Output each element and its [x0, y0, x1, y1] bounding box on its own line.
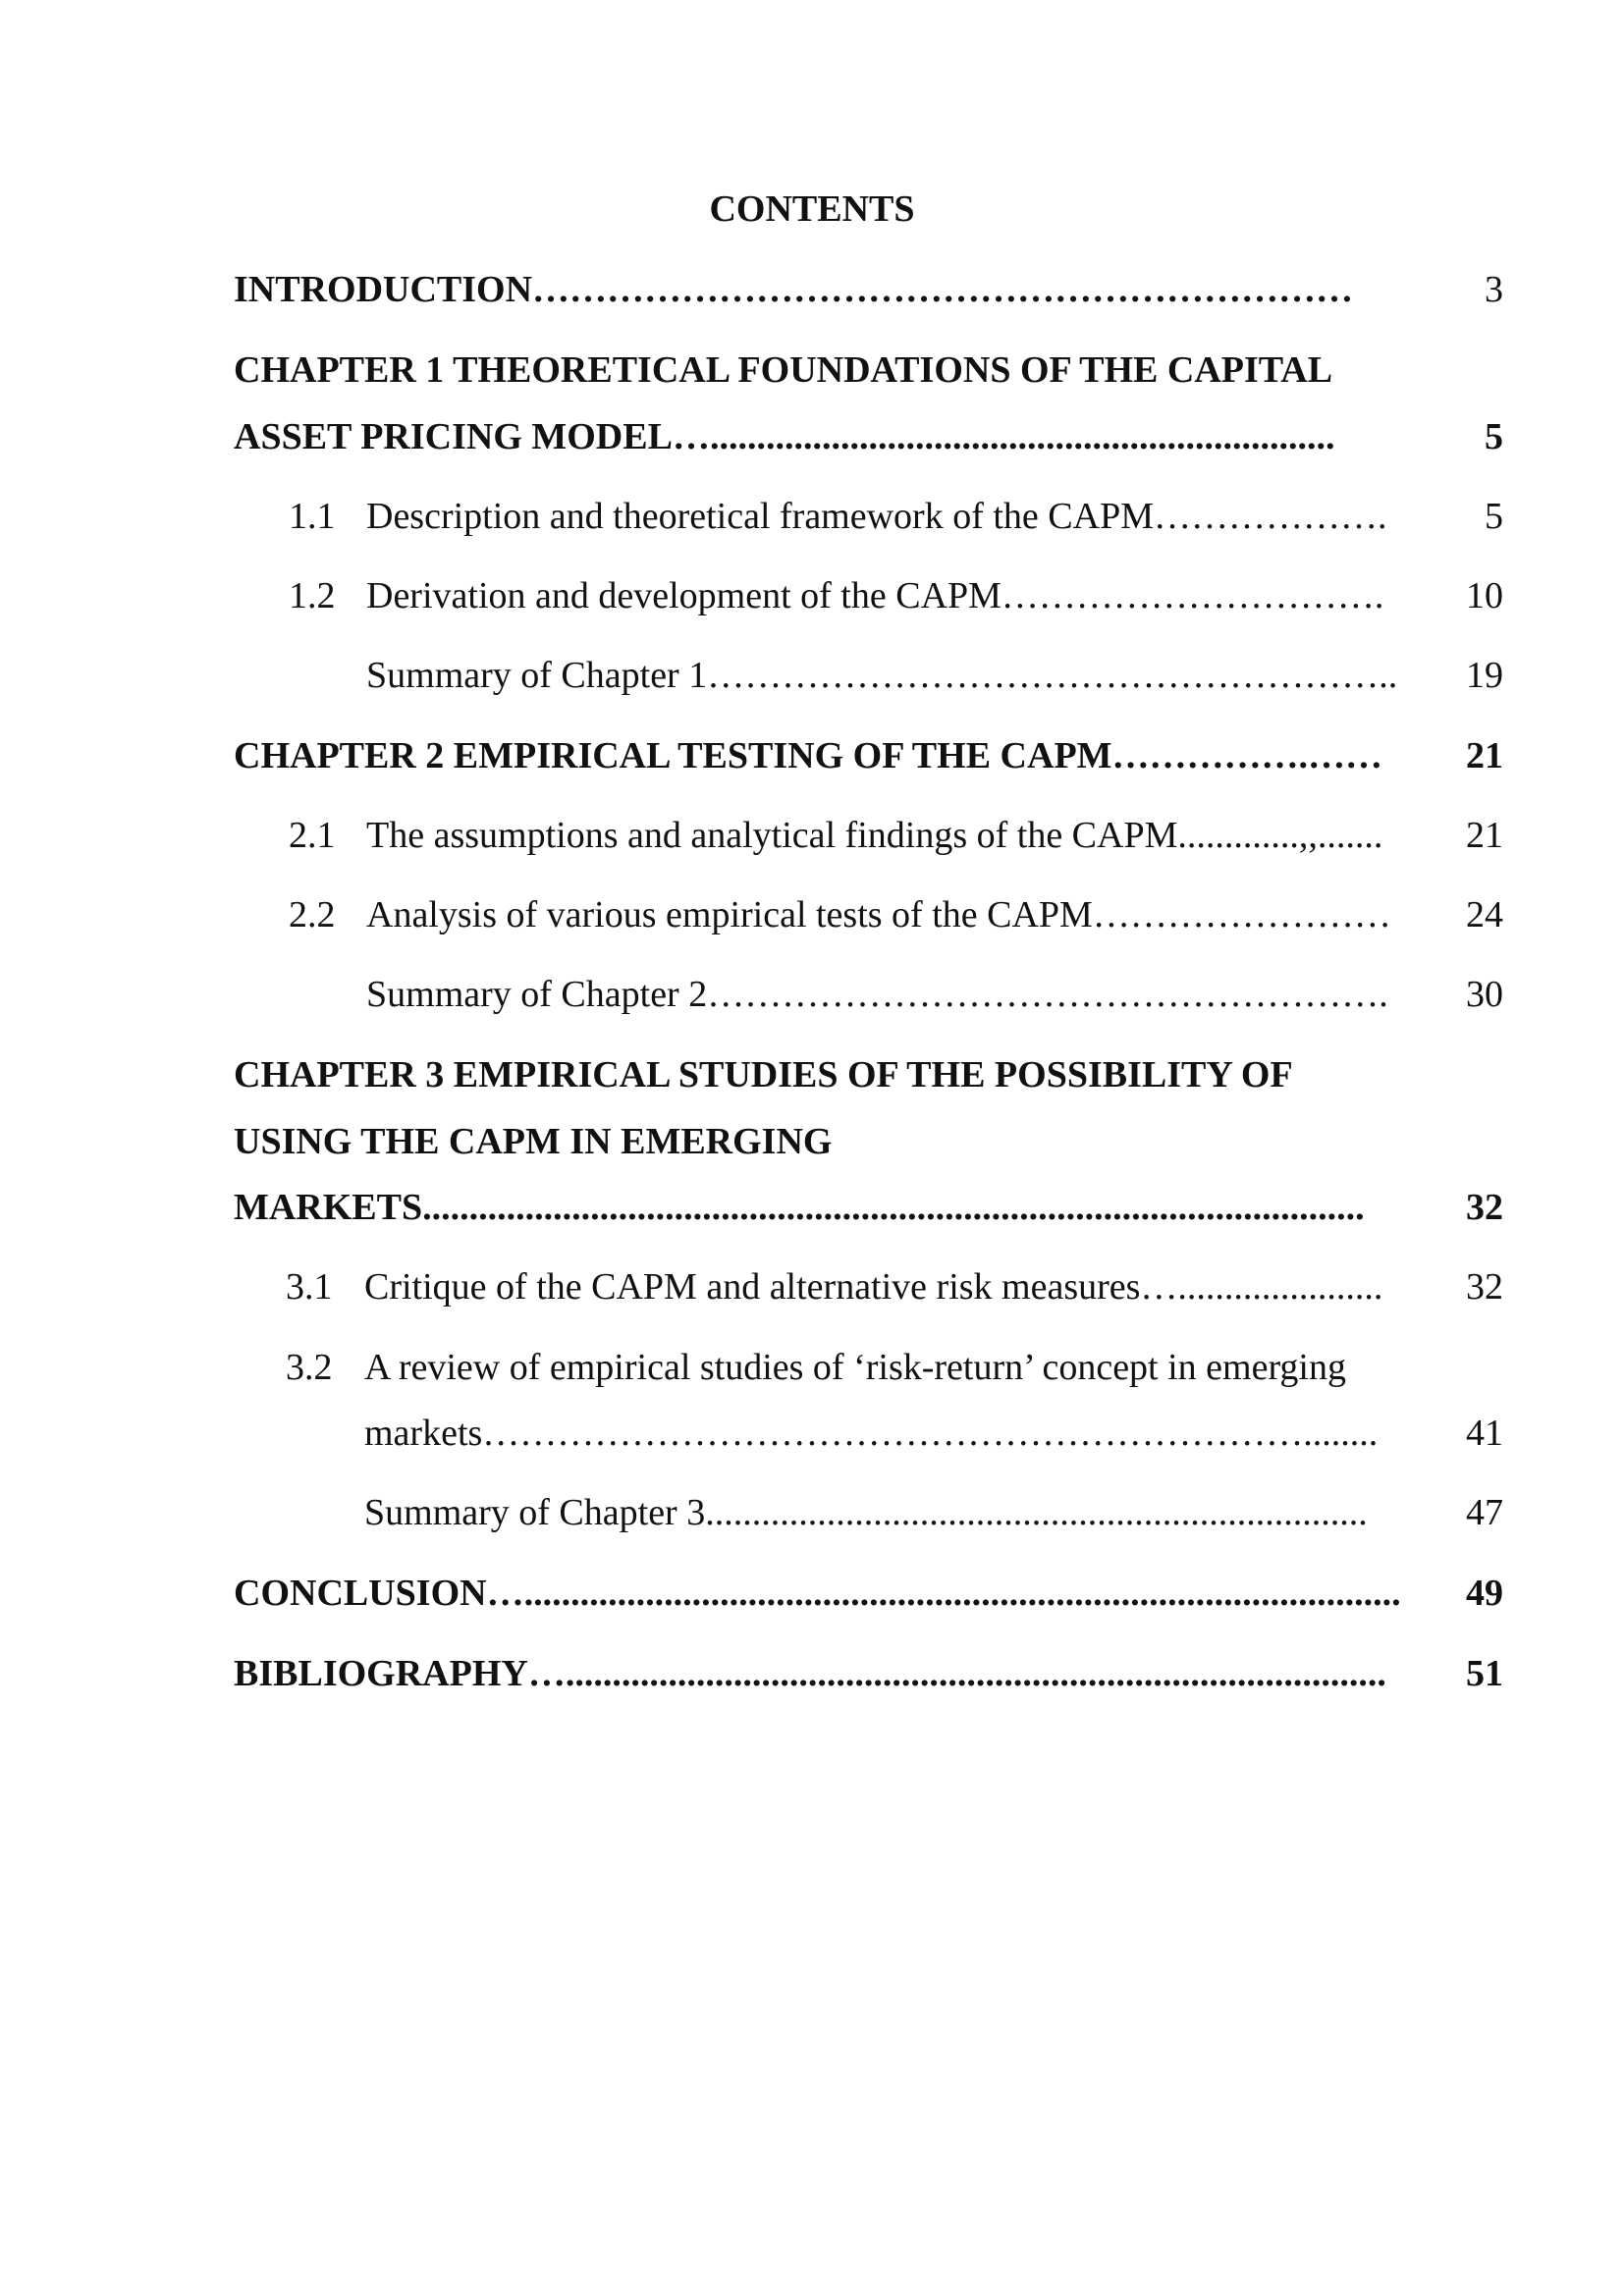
toc-page-number: 21 — [1466, 735, 1503, 776]
toc-entry-text: markets…………………………………………………………........ — [364, 1413, 1379, 1454]
toc-page-number: 5 — [1485, 416, 1503, 457]
toc-entry-text: BIBLIOGRAPHY…........................................................................................ — [234, 1653, 1386, 1694]
toc-entry-conclusion[interactable] — [0, 1569, 1624, 1618]
toc-entry-section-2-1[interactable] — [0, 811, 1624, 860]
toc-page-number: 51 — [1466, 1653, 1503, 1694]
toc-entry-chapter-3-line3[interactable] — [0, 1183, 1624, 1232]
toc-entry-text: CHAPTER 1 THEORETICAL FOUNDATIONS OF THE CAPITAL — [234, 349, 1333, 391]
toc-entry-text: USING THE CAPM IN EMERGING — [234, 1121, 833, 1162]
toc-entry-chapter-3-line2[interactable] — [0, 1117, 1624, 1166]
toc-entry-text: INTRODUCTION………………………………………………………… — [234, 269, 1354, 310]
section-number: 2.1 — [289, 815, 336, 856]
toc-page-number: 10 — [1466, 575, 1503, 616]
toc-entry-summary-chapter-2[interactable] — [0, 970, 1624, 1019]
section-number: 3.2 — [286, 1347, 333, 1388]
toc-page-number: 3 — [1485, 269, 1503, 310]
toc-entry-section-1-2[interactable] — [0, 571, 1624, 620]
toc-entry-text: ASSET PRICING MODEL…................................................................... — [234, 416, 1335, 457]
section-number: 1.2 — [289, 575, 336, 616]
toc-entry-text: Summary of Chapter 3....................................................................... — [364, 1492, 1368, 1533]
toc-page-number: 32 — [1466, 1187, 1503, 1228]
toc-page-number: 47 — [1466, 1492, 1503, 1533]
toc-entry-text: CHAPTER 3 EMPIRICAL STUDIES OF THE POSSIBILITY OF — [234, 1054, 1293, 1095]
section-number: 1.1 — [289, 496, 336, 537]
toc-entry-introduction[interactable] — [0, 265, 1624, 314]
toc-entry-text: Derivation and development of the CAPM…………………………. — [366, 575, 1384, 616]
toc-entry-text: A review of empirical studies of ‘risk-return’ concept in emerging — [364, 1347, 1346, 1388]
section-number: 2.2 — [289, 894, 336, 935]
section-number: 3.1 — [286, 1266, 333, 1308]
toc-entry-section-1-1[interactable] — [0, 492, 1624, 541]
toc-entry-summary-chapter-1[interactable] — [0, 651, 1624, 700]
toc-entry-chapter-1-line1[interactable] — [0, 346, 1624, 395]
toc-page-number: 21 — [1466, 815, 1503, 856]
toc-page-number: 19 — [1466, 655, 1503, 696]
toc-entry-text: CHAPTER 2 EMPIRICAL TESTING OF THE CAPM…………….…… — [234, 735, 1383, 776]
toc-entry-text: Description and theoretical framework of the CAPM………………. — [366, 496, 1387, 537]
toc-page-number: 5 — [1485, 496, 1503, 537]
toc-entry-text: CONCLUSION….............................................................................................. — [234, 1573, 1401, 1614]
toc-entry-chapter-1-line2[interactable] — [0, 412, 1624, 461]
contents-title: CONTENTS — [709, 188, 915, 230]
toc-page-number: 30 — [1466, 974, 1503, 1015]
toc-entry-text: Summary of Chapter 1……………………………………………….. — [366, 655, 1398, 696]
toc-entry-text: Analysis of various empirical tests of the CAPM…………………… — [366, 894, 1391, 935]
toc-entry-text: Summary of Chapter 2………………………………………………. — [366, 974, 1388, 1015]
toc-page-number: 24 — [1466, 894, 1503, 935]
toc-entry-chapter-3-line1[interactable] — [0, 1050, 1624, 1099]
toc-entry-section-3-1[interactable] — [0, 1262, 1624, 1311]
toc-entry-chapter-2[interactable] — [0, 731, 1624, 780]
toc-entry-bibliography[interactable] — [0, 1649, 1624, 1698]
toc-entry-text: Critique of the CAPM and alternative risk measures…...................... — [364, 1266, 1383, 1308]
toc-entry-text: The assumptions and analytical findings of the CAPM.............,,....... — [366, 815, 1383, 856]
toc-entry-summary-chapter-3[interactable] — [0, 1488, 1624, 1537]
toc-entry-section-3-2-line1[interactable] — [0, 1343, 1624, 1392]
toc-entry-section-2-2[interactable] — [0, 890, 1624, 939]
toc-page-number: 41 — [1466, 1413, 1503, 1454]
toc-entry-section-3-2-line2[interactable] — [0, 1409, 1624, 1458]
toc-page-number: 32 — [1466, 1266, 1503, 1308]
toc-page-number: 49 — [1466, 1573, 1503, 1614]
toc-entry-text: MARKETS..................................................................................................... — [234, 1187, 1365, 1228]
